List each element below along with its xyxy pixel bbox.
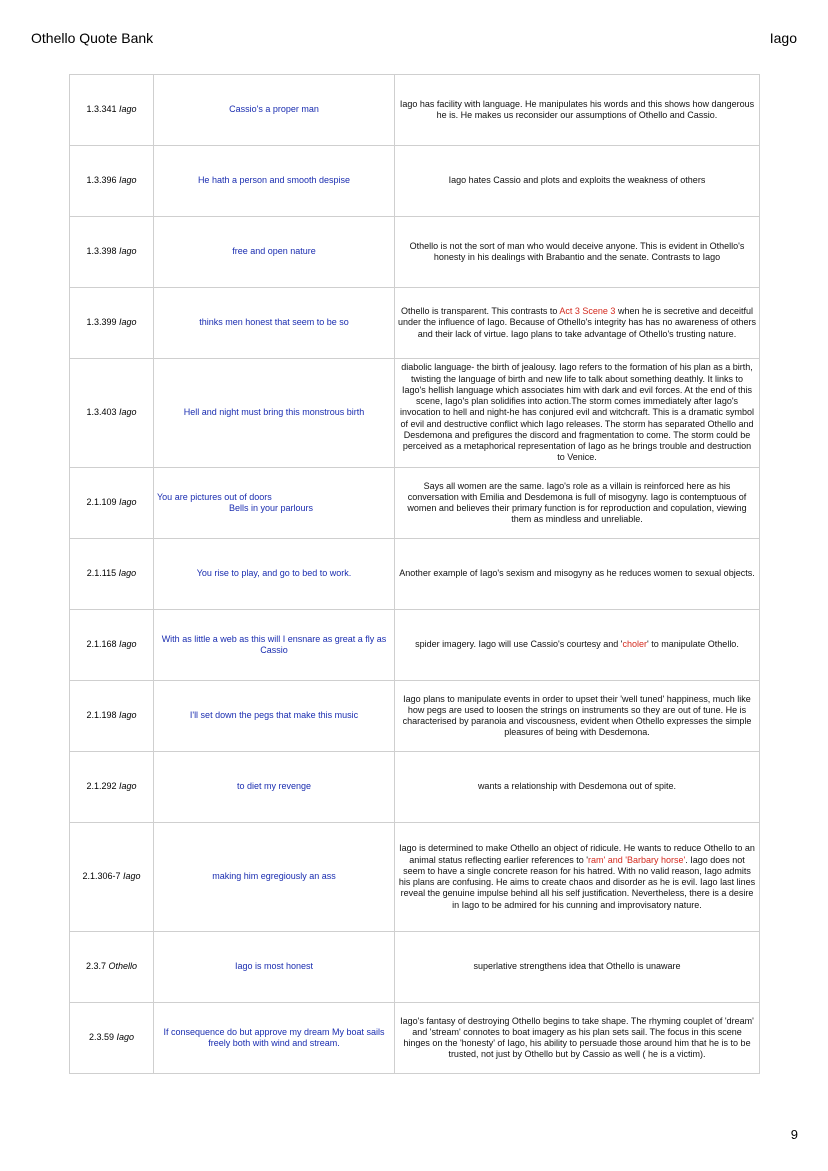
table-row — [70, 610, 760, 681]
speaker: Iago — [119, 104, 137, 115]
ref-cell — [70, 932, 154, 1003]
analysis-cell: Iago has facility with language. He manipulates his words and this shows how dangerous he is. He makes us reconsider our assumptions of Othello and Cassio. — [395, 75, 760, 146]
line-ref: 2.1.306-7 — [82, 871, 121, 882]
ref-cell — [70, 359, 154, 468]
page-number: 9 — [790, 1127, 798, 1142]
quote-cell: thinks men honest that seem to be so — [154, 288, 395, 359]
quote-cell: making him egregiously an ass — [154, 823, 395, 932]
line-ref: 1.3.403 — [86, 407, 117, 418]
analysis-cell: Says all women are the same. Iago's role as a villain is reinforced here as his conversation with Emilia and Desdemona is full of misogyny. Iago is contemptuous of women and believes their primary function is for reproduction and copulation, viewing them as mindless and unreliable. — [395, 468, 760, 539]
analysis-text: spider imagery. Iago will use Cassio's courtesy and ' — [415, 639, 623, 650]
quote-cell: Cassio's a proper man — [154, 75, 395, 146]
line-ref: 1.3.341 — [86, 104, 117, 115]
line-ref: 2.1.115 — [86, 568, 117, 579]
ref-cell — [70, 468, 154, 539]
ref-cell — [70, 288, 154, 359]
speaker: Iago — [119, 407, 137, 418]
table-row — [70, 752, 760, 823]
speaker: Othello — [108, 961, 138, 972]
line-ref: 2.1.168 — [86, 639, 117, 650]
analysis-cell: Iago hates Cassio and plots and exploits the weakness of others — [395, 146, 760, 217]
document-title: Othello Quote Bank — [31, 30, 154, 46]
analysis-text: Othello is transparent. This contrasts to — [400, 306, 560, 317]
speaker: Iago — [119, 246, 137, 257]
line-ref: 1.3.396 — [86, 175, 117, 186]
speaker: Iago — [118, 568, 137, 579]
speaker: Iago — [119, 317, 137, 328]
table-row — [70, 539, 760, 610]
analysis-cell: Iago's fantasy of destroying Othello begins to take shape. The rhyming couplet of 'dream' and 'stream' connotes to boat imagery as his plan sets sail. The focus in this scene hinges on the 'honesty' of Iago, his ability to persuade those around him that he is to be trusted, not just by Othello but by Cassio as well ( he is a victim). — [395, 1003, 760, 1074]
analysis-cell — [395, 823, 760, 932]
table-row — [70, 468, 760, 539]
quote-cell: Hell and night must bring this monstrous birth — [154, 359, 395, 468]
highlight-text: ram' and 'Barbary horse' — [588, 854, 686, 865]
speaker: Iago — [119, 781, 137, 792]
speaker: Iago — [119, 497, 137, 508]
quote-cell: If consequence do but approve my dream My boat sails freely both with wind and stream. — [154, 1003, 395, 1074]
analysis-text: . Iago does not seem to have a single concrete reason for his hatred. With no valid reason, Iago admits his plans are confusing. He aims to create chaos and disorder as he is evil. Iago last lines reveal the genuine impulse behind all his self justification. Nevertheless, there is a desire in Iago to be admired for his cunning and improvisatory nature. — [398, 854, 756, 910]
highlight-text: choler — [622, 639, 648, 650]
ref-cell — [70, 1003, 154, 1074]
analysis-cell: superlative strengthens idea that Othello is unaware — [395, 932, 760, 1003]
ref-cell — [70, 752, 154, 823]
quote-table — [69, 74, 760, 1074]
quote-cell: He hath a person and smooth despise — [154, 146, 395, 217]
speaker: Iago — [119, 175, 137, 186]
analysis-cell: wants a relationship with Desdemona out of spite. — [395, 752, 760, 823]
quote-cell: Iago is most honest — [154, 932, 395, 1003]
ref-cell — [70, 681, 154, 752]
table-row — [70, 75, 760, 146]
analysis-text: when he is secretive and deceitful under the influence of Iago. Because of Othello's integrity has has no awareness of others and their lack of virtue. Iago plans to take advantage of Othello's trusting nature. — [398, 306, 756, 339]
table-row — [70, 146, 760, 217]
line-ref: 2.3.7 — [85, 961, 106, 972]
character-name: Iago — [769, 30, 797, 46]
speaker: Iago — [119, 710, 137, 721]
quote-cell: free and open nature — [154, 217, 395, 288]
analysis-cell — [395, 610, 760, 681]
table-row — [70, 681, 760, 752]
analysis-cell — [395, 288, 760, 359]
quote-cell: You rise to play, and go to bed to work. — [154, 539, 395, 610]
quote-line: Bells in your parlours — [229, 503, 314, 513]
quote-cell: I'll set down the pegs that make this music — [154, 681, 395, 752]
ref-cell — [70, 610, 154, 681]
analysis-cell: Iago plans to manipulate events in order to upset their 'well tuned' happiness, much like how pegs are used to loosen the strings on instruments so they are out of tune. He is characterised by paranoia and viscousness, evident when Othello expresses the simple pleasures of being with Desdemona. — [395, 681, 760, 752]
line-ref: 2.1.198 — [86, 710, 117, 721]
analysis-cell: diabolic language- the birth of jealousy. Iago refers to the formation of his plan as a birth, twisting the language of birth and new life to talk about something deathly. It links to Iago's hellish language which associates him with dark and evil forces. At the end of this scene, Iago's plan solidifies into action.The storm comes immediately after Iago's invocation to hell and night-he has conjured evil and witchcraft. This is a dramatic symbol of evil and destructive conflict which Iago releases. The storm has separated Othello and Desdemona and prefigures the discord and fragmentation to come. The storm could be perceived as a metaphorical representation of Iago as he brings trouble and destruction to Venice. — [395, 359, 760, 468]
quote-cell: With as little a web as this will I ensnare as great a fly as Cassio — [154, 610, 395, 681]
ref-cell — [70, 217, 154, 288]
analysis-cell: Othello is not the sort of man who would deceive anyone. This is evident in Othello's honesty in his dealings with Brabantio and the senate. Contrasts to Iago — [395, 217, 760, 288]
line-ref: 2.3.59 — [88, 1032, 114, 1043]
line-ref: 1.3.398 — [86, 246, 117, 257]
line-ref: 2.1.109 — [86, 497, 117, 508]
line-ref: 1.3.399 — [86, 317, 117, 328]
table-row — [70, 217, 760, 288]
quote-cell: to diet my revenge — [154, 752, 395, 823]
table-row — [70, 823, 760, 932]
ref-cell — [70, 539, 154, 610]
highlight-text: Act 3 Scene 3 — [559, 306, 616, 317]
ref-cell — [70, 75, 154, 146]
table-row — [70, 932, 760, 1003]
ref-cell — [70, 146, 154, 217]
analysis-cell: Another example of Iago's sexism and misogyny as he reduces women to sexual objects. — [395, 539, 760, 610]
speaker: Iago — [119, 639, 137, 650]
table-row — [70, 1003, 760, 1074]
analysis-text: Iago is determined to make Othello an object of ridicule. He wants to reduce Othello to an animal status reflecting earlier references to ' — [399, 843, 755, 865]
quote-cell — [154, 468, 395, 539]
speaker: Iago — [123, 871, 141, 882]
ref-cell — [70, 823, 154, 932]
quote-line: You are pictures out of doors — [157, 491, 272, 502]
table-row — [70, 288, 760, 359]
analysis-text: ' to manipulate Othello. — [647, 639, 739, 650]
speaker: Iago — [116, 1032, 135, 1043]
table-row — [70, 359, 760, 468]
line-ref: 2.1.292 — [86, 781, 117, 792]
